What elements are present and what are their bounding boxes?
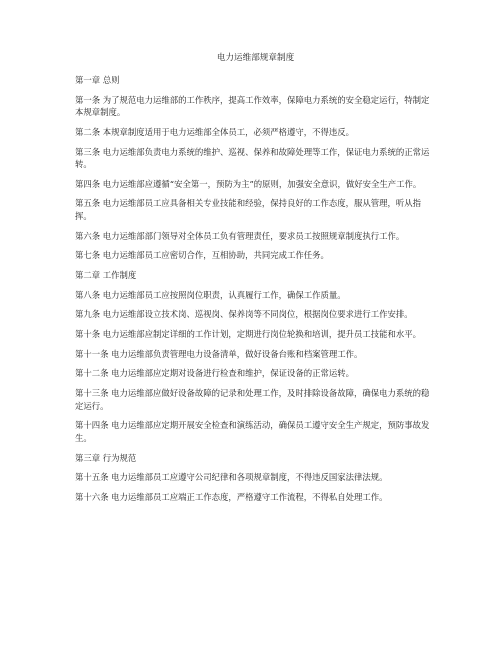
article-13: 第十三条 电力运维部应做好设备故障的记录和处理工作，及时排除设备故障，确保电力系统的稳定运行。: [75, 388, 430, 411]
article-7: 第七条 电力运维部员工应密切合作，互相协助，共同完成工作任务。: [75, 250, 329, 261]
article-14: 第十四条 电力运维部应定期开展安全检查和演练活动，确保员工遵守安全生产规定，预防事故发生。: [75, 420, 430, 443]
article-5: 第五条 电力运维部员工应具备相关专业技能和经验，保持良好的工作态度，服从管理，听从指挥。: [75, 198, 422, 221]
article-6: 第六条 电力运维部部门领导对全体员工负有管理责任，要求员工按照规章制度执行工作。: [75, 230, 405, 241]
document-title: 电力运维部规章制度: [216, 53, 295, 63]
article-16: 第十六条 电力运维部员工应端正工作态度，严格遵守工作流程，不得私自处理工作。: [75, 491, 388, 502]
chapter-1-heading: 第一章 总则: [75, 75, 120, 85]
article-4: 第四条 电力运维部应遵循“安全第一，预防为主”的原则，加强安全意识，做好安全生产工作。: [75, 178, 422, 189]
article-8: 第八条 电力运维部员工应按照岗位职责，认真履行工作，确保工作质量。: [75, 289, 346, 300]
chapter-3-heading: 第三章 行为规范: [75, 452, 137, 463]
article-12: 第十二条 电力运维部应定期对设备进行检查和维护，保证设备的正常运转。: [75, 368, 355, 379]
article-1: 第一条 为了规范电力运维部的工作秩序，提高工作效率，保障电力系统的安全稳定运行，特制定本规章制度。: [75, 94, 430, 118]
article-11: 第十一条 电力运维部负责管理电力设备清单，做好设备台账和档案管理工作。: [75, 348, 363, 359]
article-9: 第九条 电力运维部设立技术岗、巡视岗、保养岗等不同岗位，根据岗位要求进行工作安排。: [75, 309, 413, 320]
article-10: 第十条 电力运维部应制定详细的工作计划，定期进行岗位轮换和培训，提升员工技能和水平。: [75, 329, 422, 340]
article-2: 第二条 本规章制度适用于电力运维部全体员工，必须严格遵守，不得违反。: [75, 126, 355, 137]
article-3: 第三条 电力运维部负责电力系统的维护、巡视、保养和故障处理等工作，保证电力系统的正常运转。: [75, 146, 430, 170]
chapter-2-heading: 第二章 工作制度: [75, 270, 137, 280]
article-15: 第十五条 电力运维部员工应遵守公司纪律和各项规章制度，不得违反国家法律法规。: [75, 472, 388, 483]
